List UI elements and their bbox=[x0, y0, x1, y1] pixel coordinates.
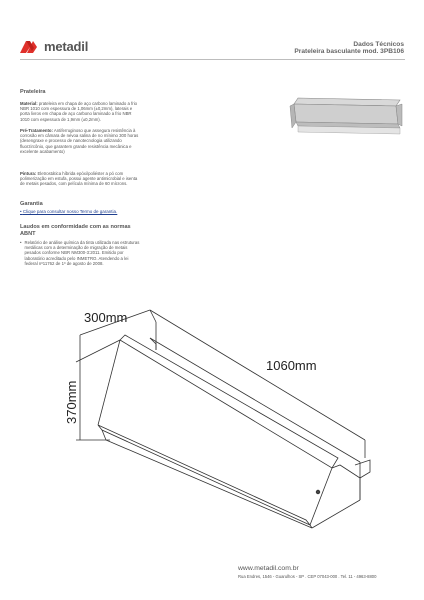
paint-text: Eletrostática híbrida epóxi/poliéster a pó com polimerização em estufa, possui agente antimicrobial e isenta de metais pesados, com película mínima de 60 mícrons. bbox=[20, 171, 138, 187]
header-model: Prateleira basculante mod. 3PB106 bbox=[294, 48, 404, 55]
footer-url[interactable]: www.metadil.com.br bbox=[238, 565, 299, 572]
paint-label: Pintura: bbox=[20, 171, 37, 176]
brand-logo bbox=[20, 38, 130, 54]
pretreatment-paragraph bbox=[20, 128, 140, 154]
reports-text-body: Relatório de análise química da tinta utilizada nas estruturas metálicas com a determinação de migração de metais pesados conforme NBR NM300-3:2011. Emitido por laboratório acreditado pelo INMETRO. Atendendo a lei federal nº11762 de 1º de agosto de 2008. bbox=[24, 240, 140, 266]
footer-address: Rua Endres, 1546 - Guarulhos - SP . CEP 07043-000 . Tel. 11 - 4963-8800 bbox=[238, 574, 377, 579]
paint-paragraph bbox=[20, 171, 140, 187]
warranty-link-text[interactable]: Clique para consultar nosso Termo de garantia. bbox=[22, 209, 118, 214]
logo-mark-icon bbox=[20, 39, 40, 53]
product-photo bbox=[288, 94, 404, 142]
header-divider bbox=[20, 59, 405, 60]
material-label: Material: bbox=[20, 101, 38, 106]
pretreatment-label: Pré-Tratamento: bbox=[20, 128, 53, 133]
depth-dimension: 300mm bbox=[84, 310, 128, 325]
material-paragraph bbox=[20, 101, 140, 122]
warranty-link[interactable]: • Clique para consultar nosso Termo de garantia. bbox=[20, 209, 118, 214]
reports-title: Laudos em conformidade com as normas ABNT bbox=[20, 224, 131, 237]
reports-text bbox=[20, 240, 140, 266]
technical-drawing bbox=[64, 300, 380, 530]
brand-name: metadil bbox=[44, 38, 89, 54]
warranty-title: Garantia bbox=[20, 201, 43, 207]
header-title: Dados Técnicos bbox=[353, 41, 404, 48]
width-dimension: 1060mm bbox=[266, 358, 317, 373]
section-title: Prateleira bbox=[20, 89, 46, 95]
material-text: prateleira em chapa de aço carbono laminado a frio NBR 1010 com espessura de 1,06mm (±0,2mm), laterais e porta livros em chapa de aço carbono laminado a frio NBR 1010 com espessura de 1,9mm (±0,2mm). bbox=[20, 101, 138, 122]
pretreatment-text: Antiferruginoso que assegura resistência à corrosão em câmara de névoa salina de no mínimo 300 horas (desengraxe e processo de nanotecnologia utilizando fluorzircônio, que garantem grande resistência mecânica e excelente acabamento) bbox=[20, 128, 139, 154]
bullet: • bbox=[20, 240, 22, 245]
height-dimension: 370mm bbox=[64, 380, 79, 424]
